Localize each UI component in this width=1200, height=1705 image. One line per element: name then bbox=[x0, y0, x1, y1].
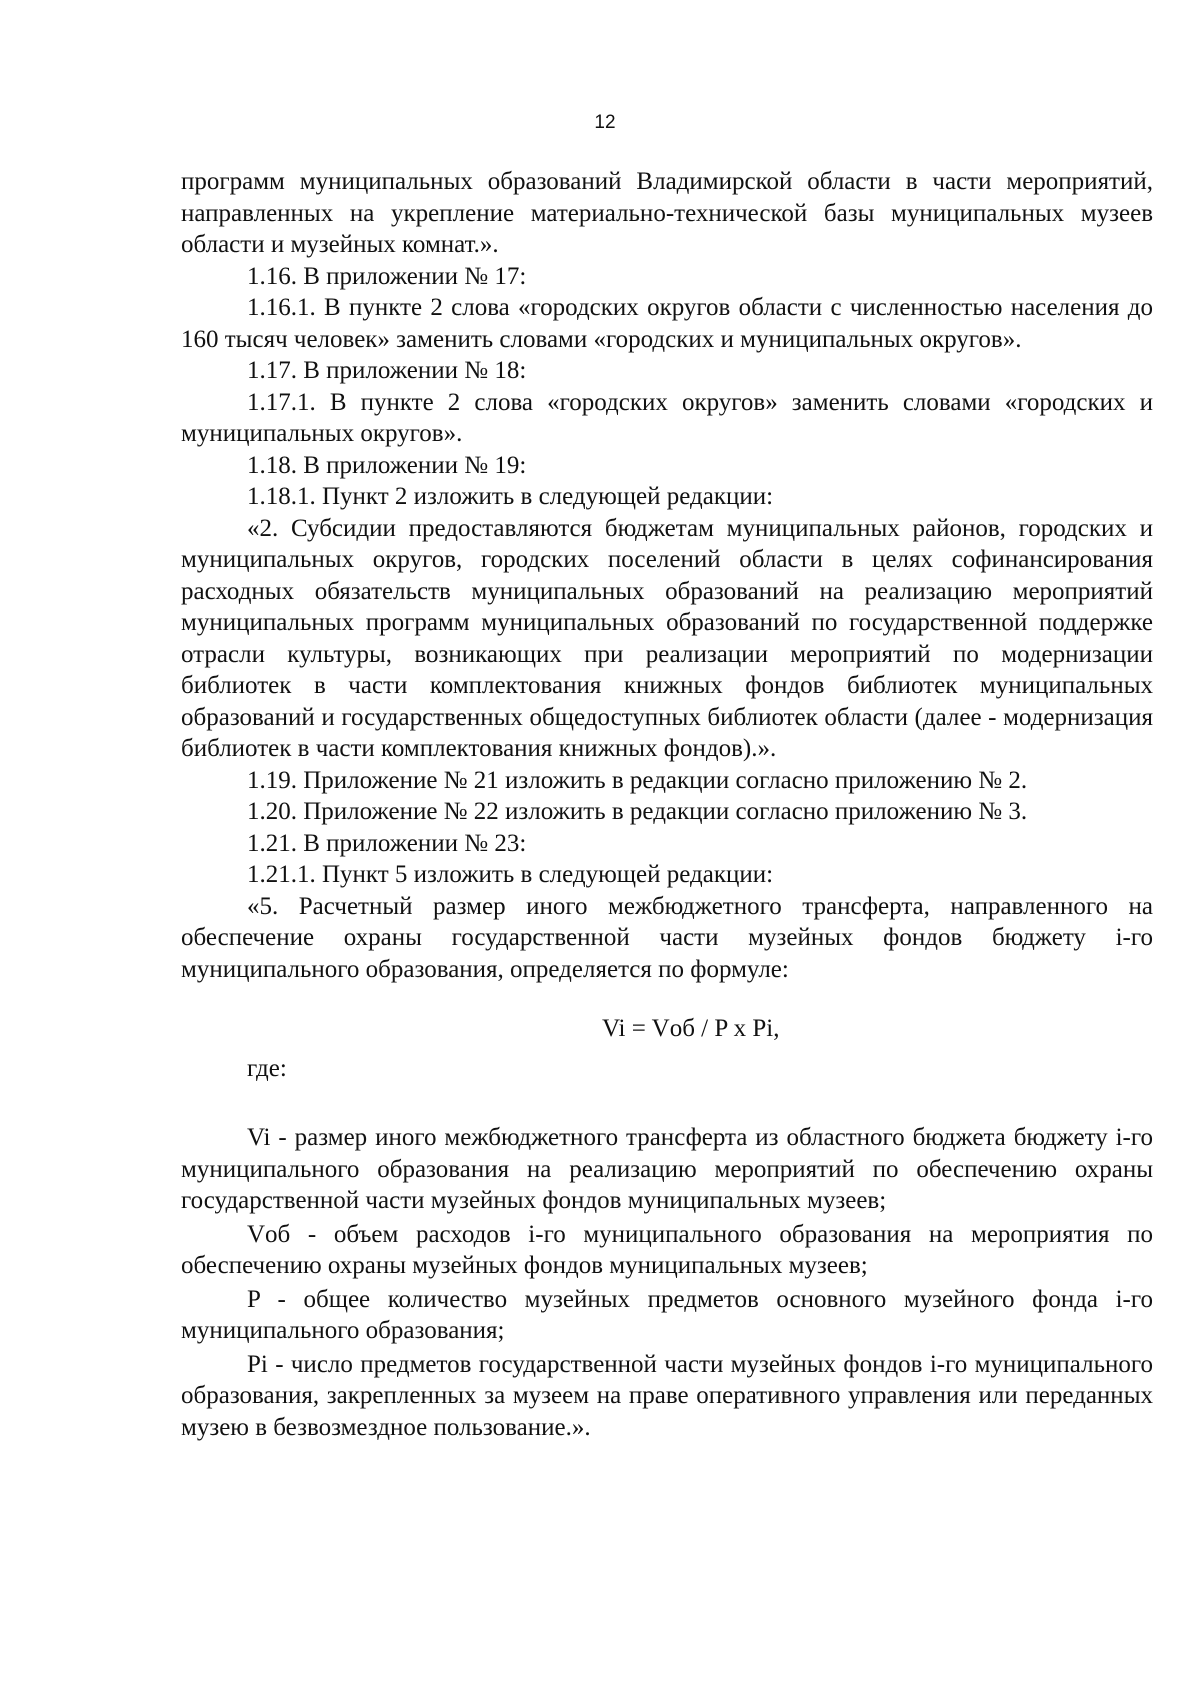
document-body bbox=[181, 166, 1153, 1445]
formula: Vi = Vоб / P x Pi, bbox=[602, 1015, 780, 1042]
paragraph-1-17-1: 1.17.1. В пункте 2 слова «городских округов» заменить словами «городских и муниципальных округов». bbox=[181, 388, 1153, 447]
paragraph-subsidies: «2. Субсидии предоставляются бюджетам муниципальных районов, городских и муниципальных округов, городских поселений области в целях софинансирования расходных обязательств муниципальных образований на реализацию мероприятий муниципальных программ муниципальных образований по государственной поддержке отрасли культуры, возникающих при реализации мероприятий по модернизации библиотек в части комплектования книжных фондов библиотек муниципальных образований и государственных общедоступных библиотек области (далее - модернизация библиотек в части комплектования книжных фондов).». bbox=[181, 514, 1153, 762]
paragraph-1-21-1: 1.21.1. Пункт 5 изложить в следующей редакции: bbox=[247, 861, 774, 888]
definition-p: P - общее количество музейных предметов основного музейного фонда i-го муниципального образования; bbox=[181, 1285, 1153, 1344]
paragraph-continuation: программ муниципальных образований Владимирской области в части мероприятий, направленных на укрепление материально-технической базы муниципальных музеев области и музейных комнат.». bbox=[181, 168, 1153, 258]
paragraph-1-20: 1.20. Приложение № 22 изложить в редакции согласно приложению № 3. bbox=[247, 798, 1028, 825]
paragraph-1-19: 1.19. Приложение № 21 изложить в редакции согласно приложению № 2. bbox=[247, 766, 1028, 794]
where-label: где: bbox=[247, 1054, 287, 1082]
paragraph-1-16: 1.16. В приложении № 17: bbox=[247, 262, 527, 290]
paragraph-1-18-1: 1.18.1. Пункт 2 изложить в следующей редакции: bbox=[247, 483, 774, 510]
definition-vi: Vi - размер иного межбюджетного трансферта из областного бюджета бюджету i-го муниципального образования на реализацию мероприятий по обеспечению охраны государственной части музейных фондов муниципальных музеев; bbox=[181, 1124, 1153, 1214]
paragraph-1-17: 1.17. В приложении № 18: bbox=[247, 357, 527, 384]
paragraph-1-21: 1.21. В приложении № 23: bbox=[247, 829, 527, 857]
paragraph-1-18: 1.18. В приложении № 19: bbox=[247, 451, 527, 479]
definition-pi: Pi - число предметов государственной части музейных фондов i-го муниципального образования, закрепленных за музеем на праве оперативного управления или переданных музею в безвозмездное пользование.». bbox=[181, 1350, 1153, 1441]
definition-vob: Vоб - объем расходов i-го муниципального образования на мероприятия по обеспечению охраны музейных фондов муниципальных музеев; bbox=[181, 1220, 1153, 1279]
paragraph-1-16-1: 1.16.1. В пункте 2 слова «городских округов области с численностью населения до 160 тысяч человек» заменить словами «городских и муниципальных округов». bbox=[181, 294, 1153, 353]
definitions-list bbox=[181, 1122, 1153, 1443]
paragraph-calculation: «5. Расчетный размер иного межбюджетного трансферта, направленного на обеспечение охраны государственной части музейных фондов бюджету i-го муниципального образования, определяется по формуле: bbox=[181, 892, 1153, 983]
page-number: 12 bbox=[594, 112, 616, 133]
